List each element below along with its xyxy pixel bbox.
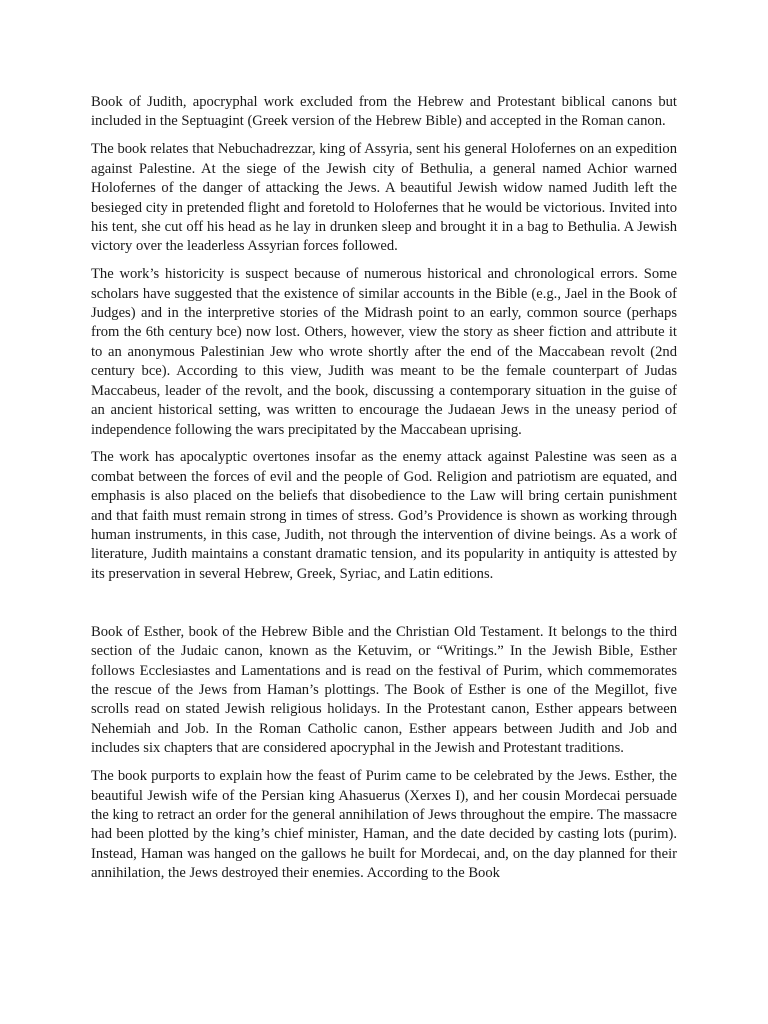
judith-section <box>91 93 677 584</box>
esther-paragraph-2: The book purports to explain how the feast of Purim came to be celebrated by the Jews. Esther, the beautiful Jewish wife of the Persian king Ahasuerus (Xerxes I), and her cousin Mordecai persuade the king to retract an order for the general annihilation of Jews throughout the empire. The massacre had been plotted by the king’s chief minister, Haman, and the date decided by casting lots (purim). Instead, Haman was hanged on the gallows he built for Mordecai, and, on the day planned for their annihilation, the Jews destroyed their enemies. According to the Book <box>91 768 677 882</box>
judith-paragraph-4: The work has apocalyptic overtones insofar as the enemy attack against Palestine was seen as a combat between the forces of evil and the people of God. Religion and patriotism are equated, and emphasis is also placed on the beliefs that disobedience to the Law will bring certain punishment and that faith must remain strong in times of stress. God’s Providence is shown as working through human instruments, in this case, Judith, not through the intervention of divine beings. As a work of literature, Judith maintains a constant dramatic tension, and its popularity in antiquity is attested by its preservation in several Hebrew, Greek, Syriac, and Latin editions. <box>91 449 677 582</box>
document-page <box>91 93 677 892</box>
judith-paragraph-3: The work’s historicity is suspect because of numerous historical and chronological errors. Some scholars have suggested that the existence of similar accounts in the Bible (e.g., Jael in the Book of Judges) and in the interpretive stories of the Midrash point to an early, common source (perhaps from the 6th century bce) now lost. Others, however, view the story as sheer fiction and attribute it to an anonymous Palestinian Jew who wrote shortly after the end of the Maccabean revolt (2nd century bce). According to this view, Judith was meant to be the female counterpart of Judas Maccabeus, leader of the revolt, and the book, discussing a contemporary situation in the guise of an ancient historical setting, was written to encourage the Judaean Jews in the uneasy period of independence following the wars precipitated by the Maccabean uprising. <box>91 266 677 438</box>
esther-section <box>91 623 677 884</box>
esther-paragraph-1: Book of Esther, book of the Hebrew Bible and the Christian Old Testament. It belongs to the third section of the Judaic canon, known as the Ketuvim, or “Writings.” In the Jewish Bible, Esther follows Ecclesiastes and Lamentations and is read on the festival of Purim, which commemorates the rescue of the Jews from Haman’s plottings. The Book of Esther is one of the Megillot, five scrolls read on stated Jewish religious holidays. In the Protestant canon, Esther appears between Nehemiah and Job. In the Roman Catholic canon, Esther appears between Judith and Job and includes six chapters that are considered apocryphal in the Jewish and Protestant traditions. <box>91 623 677 757</box>
judith-paragraph-2: The book relates that Nebuchadrezzar, king of Assyria, sent his general Holofernes on an expedition against Palestine. At the siege of the Jewish city of Bethulia, a general named Achior warned Holofernes of the danger of attacking the Jews. A beautiful Jewish widow named Judith left the besieged city in pretended flight and foretold to Holofernes that he would be victorious. Invited into his tent, she cut off his head as he lay in drunken sleep and brought it in a bag to Bethulia. A Jewish victory over the leaderless Assyrian forces followed. <box>91 141 677 255</box>
judith-paragraph-1: Book of Judith, apocryphal work excluded from the Hebrew and Protestant biblical canons but included in the Septuagint (Greek version of the Hebrew Bible) and accepted in the Roman canon. <box>91 94 677 130</box>
section-spacer <box>91 593 677 623</box>
